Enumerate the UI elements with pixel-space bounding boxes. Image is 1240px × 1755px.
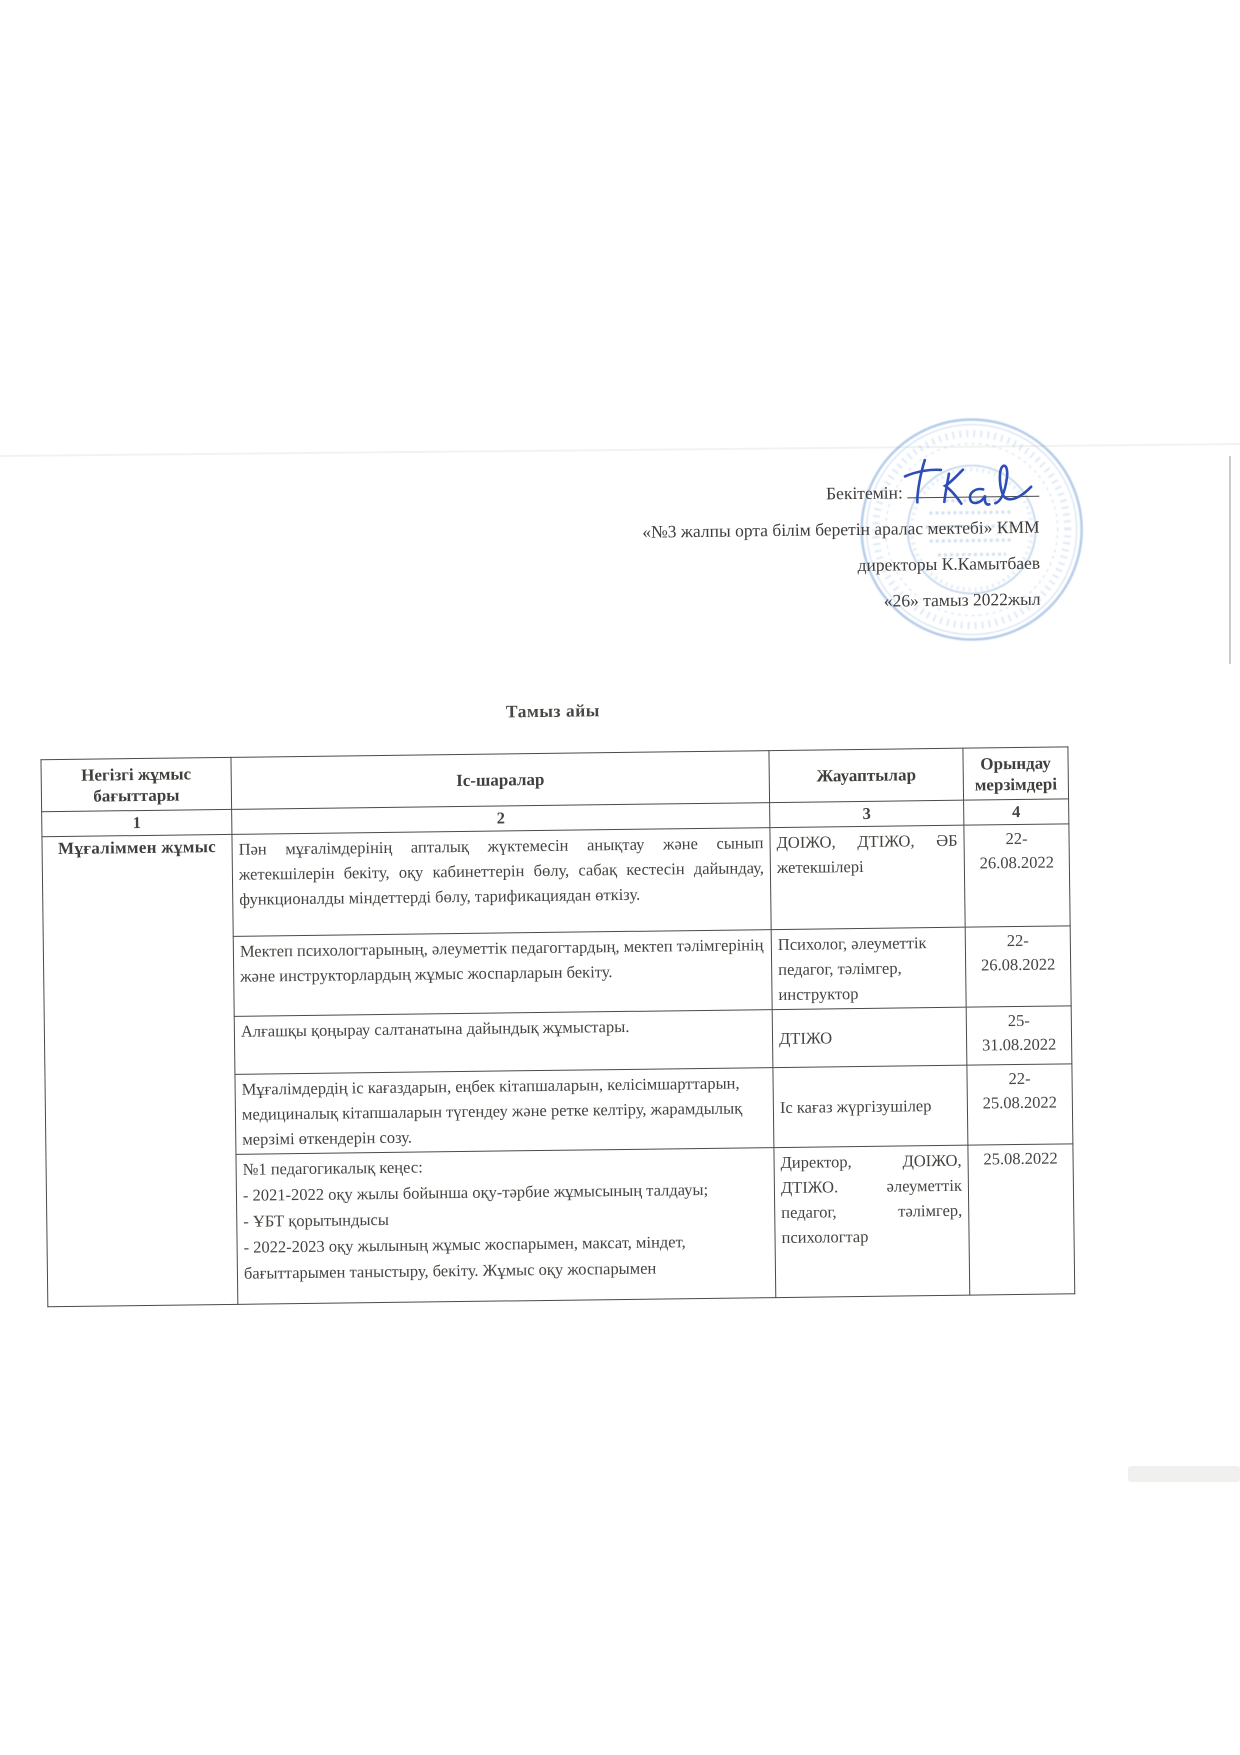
director-line: директоры К.Камытбаев <box>857 552 1041 575</box>
work-plan-table <box>40 746 1075 1307</box>
column-number: 3 <box>770 800 964 827</box>
header-deadline: Орындау мерзімдері <box>963 747 1069 800</box>
deadline-cell: 22-26.08.2022 <box>965 926 1071 1007</box>
deadline-cell: 22-25.08.2022 <box>967 1064 1073 1145</box>
responsible-cell: ДОІЖО, ДТІЖО, ӘБ жетекшілері <box>770 825 965 929</box>
activity-cell: Пән мұғалімдерінің апталық жүктемесін анықтау және сынып жетекшілерін бекіту, оқу кабинеттерін бөлу, сабақ кестесін дайындау, функционалды міндеттерді бөлу, тарификациядан өткізу. <box>232 828 771 937</box>
responsible-cell: ДТІЖО <box>772 1007 967 1067</box>
column-number: 4 <box>964 799 1069 825</box>
column-number: 2 <box>232 803 770 835</box>
activity-line: - ҰБТ қорытындысы <box>243 1209 390 1231</box>
activity-cell: Мұғалімдердің іс кағаздарын, еңбек кітапшаларын, келісімшарттарын, медициналық кітапшаларын түгендеу және ретке келтіру, жарамдылық мерзімі өткендерін созу. <box>235 1068 774 1155</box>
activity-line: - 2021-2022 оқу жылы бойынша оқу-тәрбие жұмысының талдауы; <box>242 1179 709 1205</box>
header-activities: Іс-шаралар <box>231 751 770 810</box>
responsible-cell: Психолог, әлеуметтік педагог, тәлімгер, инструктор <box>771 927 966 1009</box>
header-responsible: Жауаптылар <box>769 748 964 802</box>
activity-line: - 2022-2023 оқу жылының жұмыс жоспарымен, максат, міндет, бағыттарымен таныстыру, бекіту. Жұмыс оқу жоспарымен <box>243 1232 686 1283</box>
school-name-line: «№3 жалпы орта білім беретін аралас мектебі» КММ <box>642 516 1040 542</box>
activity-line: №1 педагогикалық кеңес: <box>242 1157 423 1179</box>
deadline-cell: 22-26.08.2022 <box>964 824 1070 927</box>
activity-cell: Алғашқы қоңырау салтанатына дайындық жұмыстары. <box>234 1010 773 1075</box>
column-number: 1 <box>42 809 232 836</box>
header-main-directions: Негізгі жұмыс бағыттары <box>41 757 232 811</box>
date-line: «26» тамыз 2022жыл <box>883 588 1041 611</box>
director-signature-icon <box>891 443 1042 519</box>
activity-cell: Мектеп психологтарының, әлеуметтік педагогтардың, мектеп тәлімгерінің және инструкторлардың жұмыс жоспарларын бекіту. <box>233 930 772 1017</box>
deadline-cell: 25.08.2022 <box>968 1144 1075 1295</box>
activity-cell <box>236 1148 776 1305</box>
page-title: Тамыз айы <box>505 700 601 722</box>
responsible-cell: Директор, ДОІЖО, ДТІЖО. әлеуметтік педагог, тәлімгер, психологтар <box>774 1145 970 1297</box>
table-row <box>42 824 1070 939</box>
direction-cell: Мұғаліммен жұмыс <box>42 834 238 1306</box>
responsible-cell: Іс кағаз жүргізушілер <box>773 1065 968 1147</box>
approve-label: Бекітемін: <box>825 482 903 504</box>
deadline-cell: 25-31.08.2022 <box>966 1006 1072 1065</box>
